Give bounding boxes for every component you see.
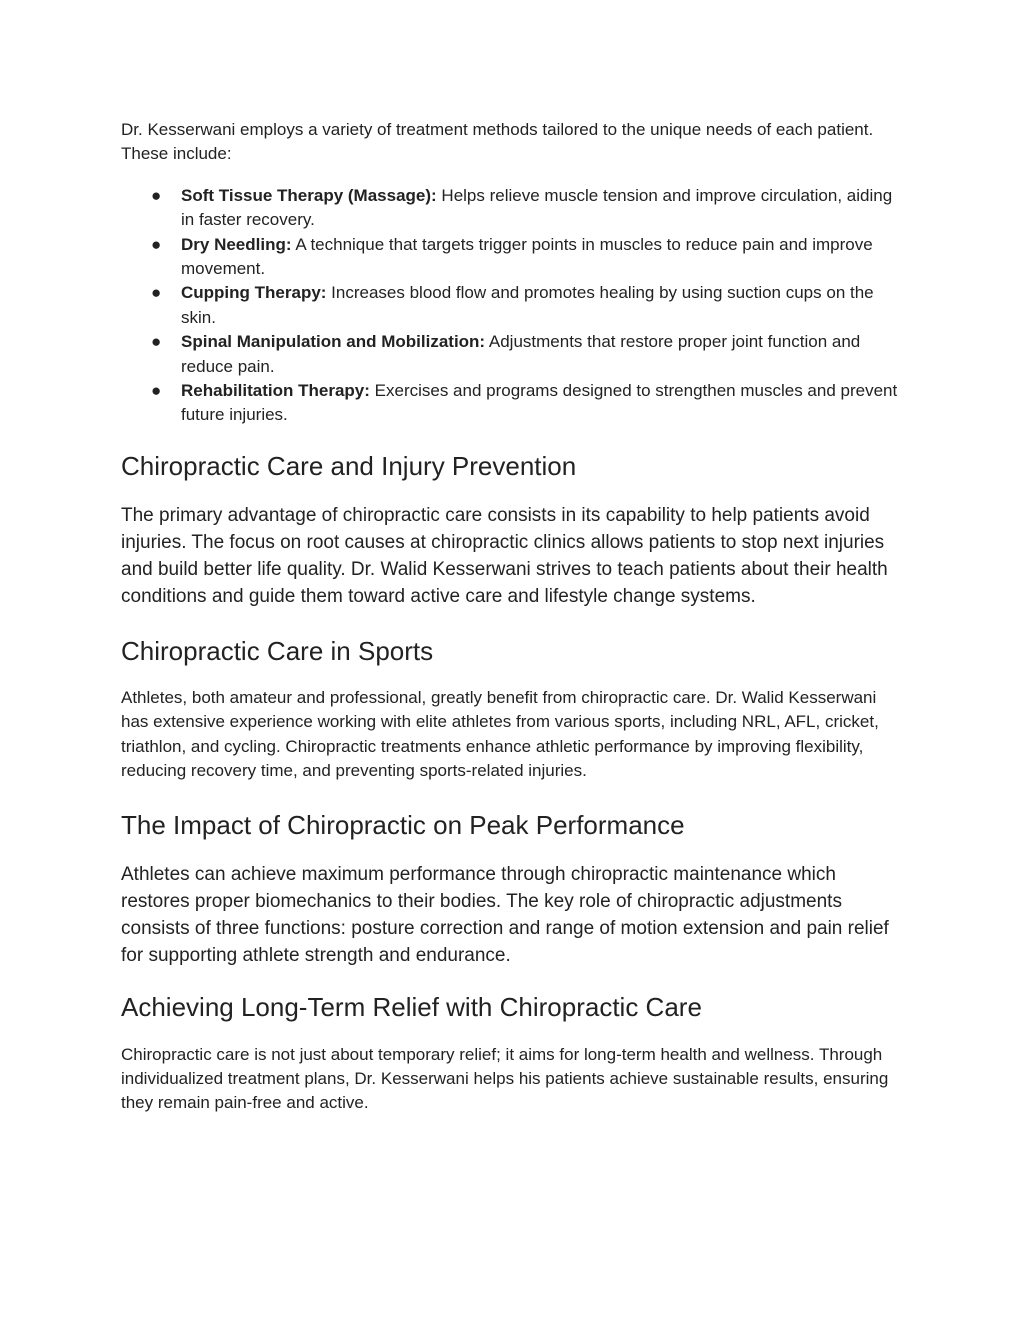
treatment-description: A technique that targets trigger points in muscles to reduce pain and improve movement. [181,234,873,279]
treatment-description: Increases blood flow and promotes healing by using suction cups on the skin. [181,283,874,327]
section-heading-long-term-relief: Achieving Long-Term Relief with Chiropractic Care [121,991,702,1022]
section-heading-injury-prevention: Chiropractic Care and Injury Prevention [121,450,577,481]
list-item [121,184,906,233]
treatment-list [121,184,906,428]
bullet-icon: ● [151,283,162,303]
list-item [121,233,906,282]
document-page [121,118,906,1116]
bullet-icon: ● [151,332,162,352]
bullet-icon: ● [151,381,162,401]
section-body-sports: Athletes, both amateur and professional, greatly benefit from chiropractic care. Dr. Walid Kesserwani has extensive experience working with elite athletes from various sports, including NRL, AFL, cricket, triathlon, and cycling. Chiropractic treatments enhance athletic performance by improving flexibility, reducing recovery time, and preventing sports-related injuries. [121,687,879,781]
list-item [121,330,906,379]
section-heading-peak-performance: The Impact of Chiropractic on Peak Performance [121,809,685,840]
intro-paragraph: Dr. Kesserwani employs a variety of treatment methods tailored to the unique needs of each patient. These include: [121,120,874,164]
section-body-peak-performance: Athletes can achieve maximum performance through chiropractic maintenance which restores proper biomechanics to their bodies. The key role of chiropractic adjustments consists of three functions: posture correction and range of motion extension and pain relief for supporting athlete strength and endurance. [121,863,889,966]
treatment-description: Exercises and programs designed to strengthen muscles and prevent future injuries. [181,381,898,425]
treatment-term: Dry Needling: [181,234,292,254]
section-body-injury-prevention: The primary advantage of chiropractic care consists in its capability to help patients avoid injuries. The focus on root causes at chiropractic clinics allows patients to stop next injuries and build better life quality. Dr. Walid Kesserwani strives to teach patients about their health conditions and guide them toward active care and lifestyle change systems. [121,504,888,607]
list-item [121,281,906,330]
treatment-term: Cupping Therapy: [181,283,327,303]
treatment-term: Spinal Manipulation and Mobilization: [181,332,486,352]
section-heading-sports: Chiropractic Care in Sports [121,635,434,666]
list-item [121,379,906,428]
treatment-description: Adjustments that restore proper joint function and reduce pain. [181,332,861,376]
treatment-description: Helps relieve muscle tension and improve circulation, aiding in faster recovery. [181,185,893,230]
bullet-icon: ● [151,185,162,205]
treatment-term: Soft Tissue Therapy (Massage): [181,185,437,205]
section-body-long-term-relief: Chiropractic care is not just about temporary relief; it aims for long-term health and wellness. Through individualized treatment plans, Dr. Kesserwani helps his patients achieve sustainable results, ensuring they remain pain-free and active. [121,1044,889,1113]
bullet-icon: ● [151,234,162,254]
treatment-term: Rehabilitation Therapy: [181,381,370,401]
